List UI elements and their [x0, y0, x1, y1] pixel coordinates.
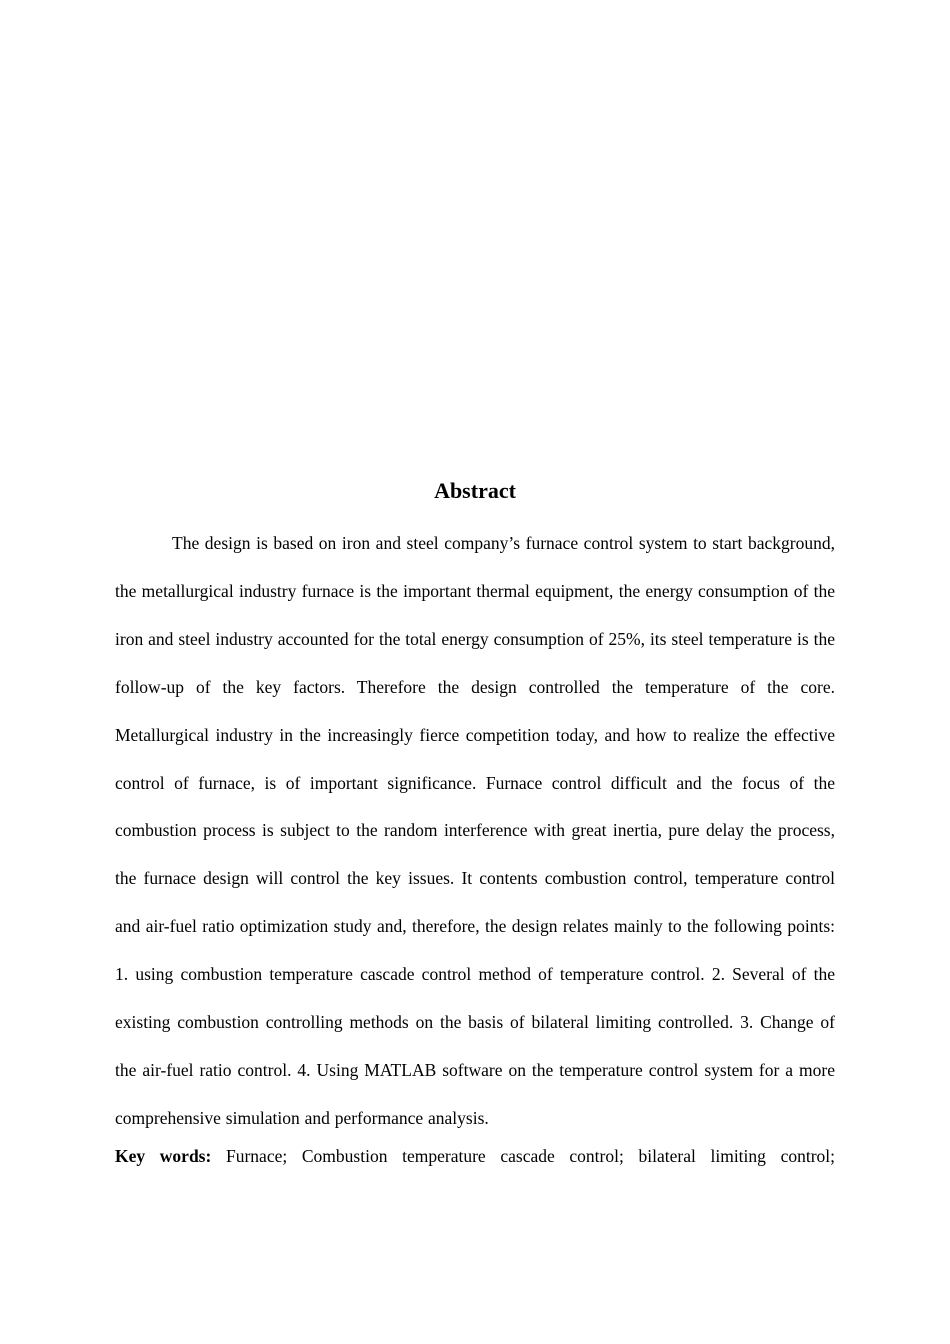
keywords-label: Key words:: [115, 1145, 212, 1166]
keywords-text: Furnace; Combustion temperature cascade control; bilateral limiting control;: [226, 1145, 835, 1166]
keywords-line: [115, 1143, 835, 1169]
abstract-section: [115, 475, 835, 1169]
abstract-body: The design is based on iron and steel company’s furnace control system to start background, the metallurgical industry furnace is the important thermal equipment, the energy consumption of the iron and steel industry accounted for the total energy consumption of 25%, its steel temperature is the follow-up of the key factors. Therefore the design controlled the temperature of the core. Metallurgical industry in the increasingly fierce competition today, and how to realize the effective control of furnace, is of important significance. Furnace control difficult and the focus of the combustion process is subject to the random interference with great inertia, pure delay the process, the furnace design will control the key issues. It contents combustion control, temperature control and air-fuel ratio optimization study and, therefore, the design relates mainly to the following points: 1. using combustion temperature cascade control method of temperature control. 2. Several of the existing combustion controlling methods on the basis of bilateral limiting controlled. 3. Change of the air-fuel ratio control. 4. Using MATLAB software on the temperature control system for a more comprehensive simulation and performance analysis.: [115, 533, 835, 1128]
abstract-title: Abstract: [434, 478, 516, 503]
